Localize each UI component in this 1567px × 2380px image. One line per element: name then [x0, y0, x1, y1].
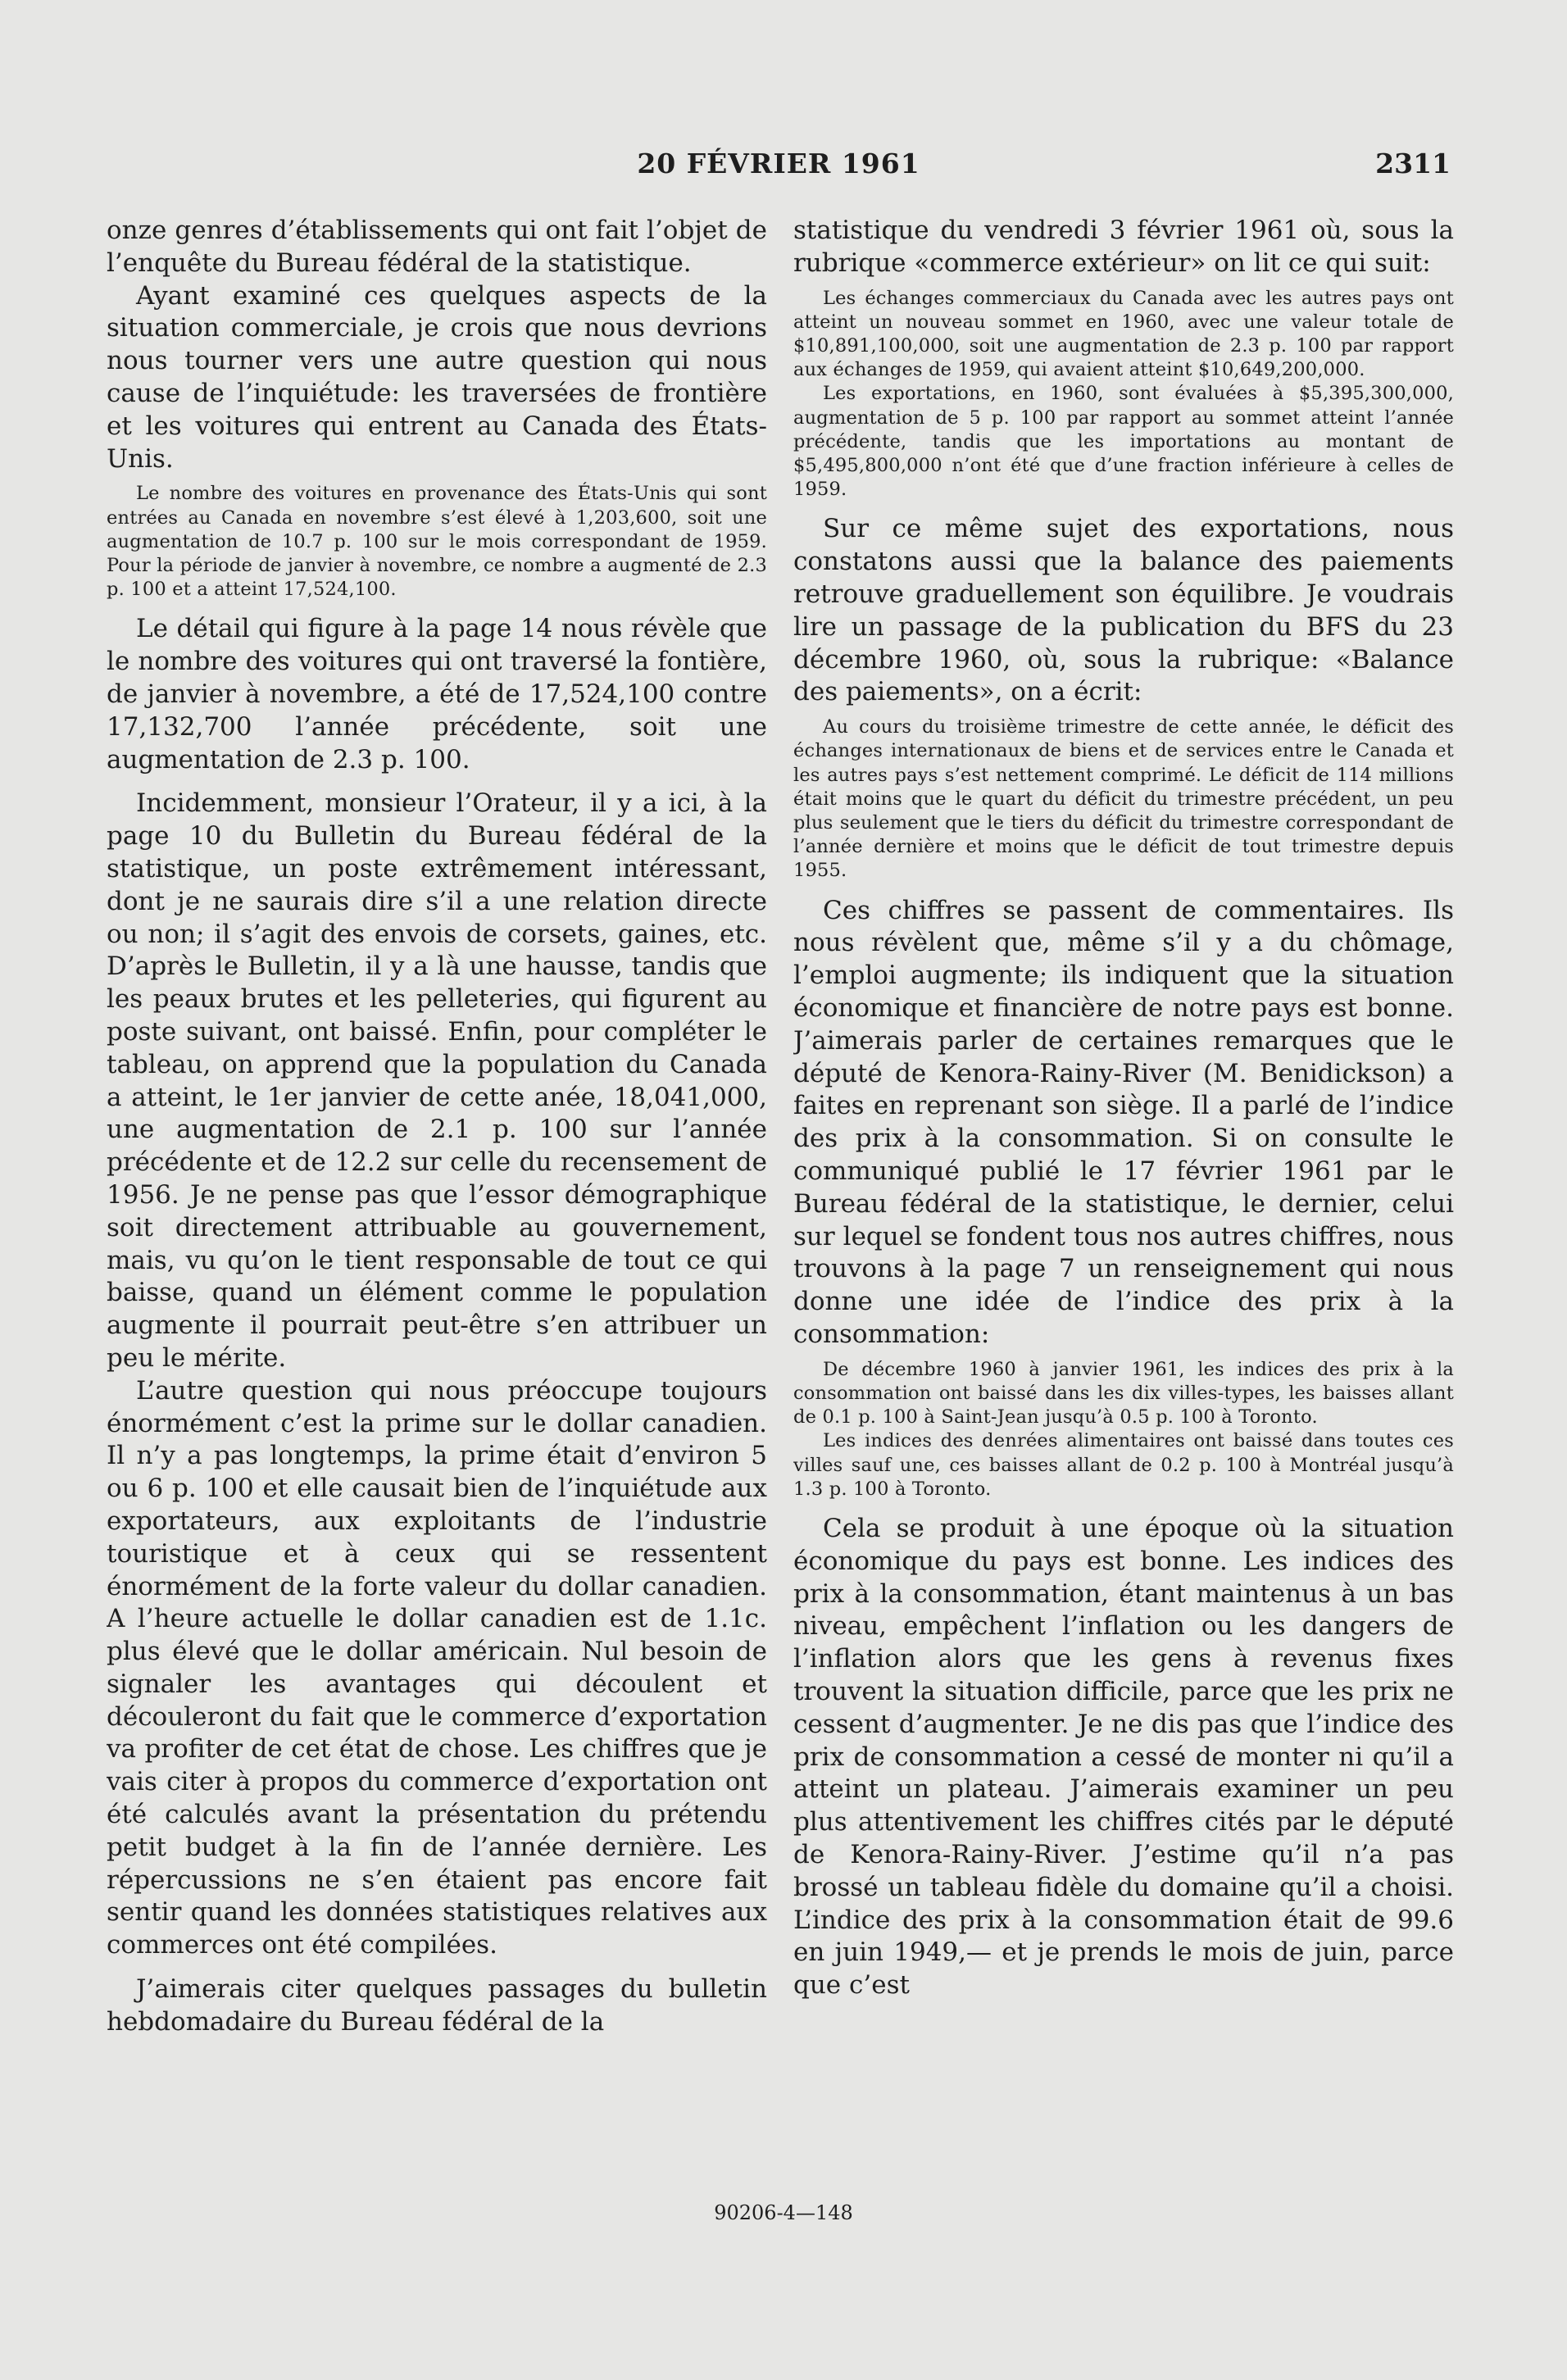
page-number: 2311	[1375, 148, 1451, 179]
quoted-excerpt: Les échanges commerciaux du Canada avec les autres pays ont atteint un nouveau sommet en 1960, avec une valeur totale de $10,891,100,000, soit une augmentation de 2.3 p. 100 par rapport aux échanges de 1959, qui avaient atteint $10,649,200,000.	[793, 287, 1454, 381]
quoted-excerpt: Au cours du troisième trimestre de cette année, le déficit des échanges internationaux de biens et de services entre le Canada et les autres pays s’est nettement comprimé. Le déficit de 114 millions était moins que le quart du déficit du trimestre précédent, un peu plus seulement que le tiers du déficit du trimestre correspondant de l’année dernière et moins que le déficit de tout trimestre depuis 1955.	[793, 716, 1454, 882]
page-header	[107, 148, 1451, 188]
right-column	[793, 215, 1454, 2182]
paragraph: Cela se produit à une époque où la situation économique du pays est bonne. Les indices des prix à la consommation, étant maintenus à un bas niveau, empêchent l’inflation ou les dangers de l’inflation alors que les gens à revenus fixes trouvent la situation difficile, parce que les prix ne cessent d’augmenter. Je ne dis pas que l’indice des prix de consommation a cessé de monter ni qu’il a atteint un plateau. J’aimerais examiner un peu plus attentivement les chiffres cités par le député de Kenora-Rainy-River. J’estime qu’il n’a pas brossé un tableau fidèle du domaine qu’il a choisi. L’indice des prix à la consommation était de 99.6 en juin 1949,— et je prends le mois de juin, parce que c’est	[793, 1514, 1454, 2001]
paragraph: Incidemment, monsieur l’Orateur, il y a ici, à la page 10 du Bulletin du Bureau fédéral de la statistique, un poste extrêmement intéressant, dont je ne saurais dire s’il a une relation directe ou non; il s’agit des envois de corsets, gaines, etc. D’après le Bulletin, il y a là une hausse, tandis que les peaux brutes et les pelleteries, qui figurent au poste suivant, ont baissé. Enfin, pour compléter le tableau, on apprend que la population du Canada a atteint, le 1er janvier de cette anée, 18,041,000, une augmentation de 2.1 p. 100 sur l’année précédente et de 12.2 sur celle du recensement de 1956. Je ne pense pas que l’essor démographique soit directement attribuable au gouvernement, mais, vu qu’on le tient responsable de tout ce qui baisse, quand un élément comme le population augmente il pourrait peut-être s’en attribuer un peu le mérite.	[107, 788, 767, 1373]
paragraph: Sur ce même sujet des exportations, nous constatons aussi que la balance des paiements retrouve graduellement son équilibre. Je voudrais lire un passage de la publication du BFS du 23 décembre 1960, où, sous la rubrique: «Balance des paiements», on a écrit:	[793, 514, 1454, 707]
quoted-excerpt: Le nombre des voitures en provenance des États-Unis qui sont entrées au Canada en novembre s’est élevé à 1,203,600, soit une augmentation de 10.7 p. 100 sur le mois correspondant de 1959. Pour la période de janvier à novembre, ce nombre a augmenté de 2.3 p. 100 et a atteint 17,524,100.	[107, 483, 767, 601]
header-date: 20 FÉVRIER 1961	[637, 148, 920, 179]
page-footer-code: 90206-4—148	[714, 2201, 853, 2224]
paragraph: Ayant examiné ces quelques aspects de la situation commerciale, je crois que nous devrions nous tourner vers une autre question qui nous cause de l’inquiétude: les traversées de frontière et les voitures qui entrent au Canada des États-Unis.	[107, 280, 767, 474]
paragraph: L’autre question qui nous préoccupe toujours énormément c’est la prime sur le dollar canadien. Il n’y a pas longtemps, la prime était d’environ 5 ou 6 p. 100 et elle causait bien de l’inquiétude aux exportateurs, aux exploitants de l’industrie touristique et à ceux qui se ressentent énormément de la forte valeur du dollar canadien. A l’heure actuelle le dollar canadien est de 1.1c. plus élevé que le dollar américain. Nul besoin de signaler les avantages qui découlent et découleront du fait que le commerce d’exportation va profiter de cet état de chose. Les chiffres que je vais citer à propos du commerce d’exportation ont été calculés avant la présentation du prétendu petit budget à la fin de l’année dernière. Les répercussions ne s’en étaient pas encore fait sentir quand les données statistiques relatives aux commerces ont été compilées.	[107, 1375, 767, 1960]
paragraph: Le détail qui figure à la page 14 nous révèle que le nombre des voitures qui ont traversé la fontière, de janvier à novembre, a été de 17,524,100 contre 17,132,700 l’année précédente, soit une augmentation de 2.3 p. 100.	[107, 614, 767, 774]
quoted-excerpt: Les indices des denrées alimentaires ont baissé dans toutes ces villes sauf une, ces baisses allant de 0.2 p. 100 à Montréal jusqu’à 1.3 p. 100 à Toronto.	[793, 1430, 1454, 1500]
paragraph: Ces chiffres se passent de commentaires. Ils nous révèlent que, même s’il y a du chômage, l’emploi augmente; ils indiquent que la situation économique et financière de notre pays est bonne. J’aimerais parler de certaines remarques que le député de Kenora-Rainy-River (M. Benidickson) a faites en reprenant son siège. Il a parlé de l’indice des prix à la consommation. Si on consulte le communiqué publié le 17 février 1961 par le Bureau fédéral de la statistique, le dernier, celui sur lequel se fondent tous nos autres chiffres, nous trouvons à la page 7 un renseignement qui nous donne une idée de l’indice des prix à la consommation:	[793, 895, 1454, 1349]
paragraph: statistique du vendredi 3 février 1961 où, sous la rubrique «commerce extérieur» on lit ce qui suit:	[793, 216, 1454, 278]
quoted-excerpt: De décembre 1960 à janvier 1961, les indices des prix à la consommation ont baissé dans les dix villes-types, les baisses allant de 0.1 p. 100 à Saint-Jean jusqu’à 0.5 p. 100 à Toronto.	[793, 1358, 1454, 1428]
paragraph: onze genres d’établissements qui ont fait l’objet de l’enquête du Bureau fédéral de la statistique.	[107, 216, 767, 278]
paragraph: J’aimerais citer quelques passages du bulletin hebdomadaire du Bureau fédéral de la	[107, 1974, 767, 2037]
quoted-excerpt: Les exportations, en 1960, sont évaluées à $5,395,300,000, augmentation de 5 p. 100 par rapport au sommet atteint l’année précédente, tandis que les importations au montant de $5,495,800,000 n’ont été que d’une fraction inférieure à celles de 1959.	[793, 383, 1454, 501]
left-column	[107, 215, 767, 2182]
